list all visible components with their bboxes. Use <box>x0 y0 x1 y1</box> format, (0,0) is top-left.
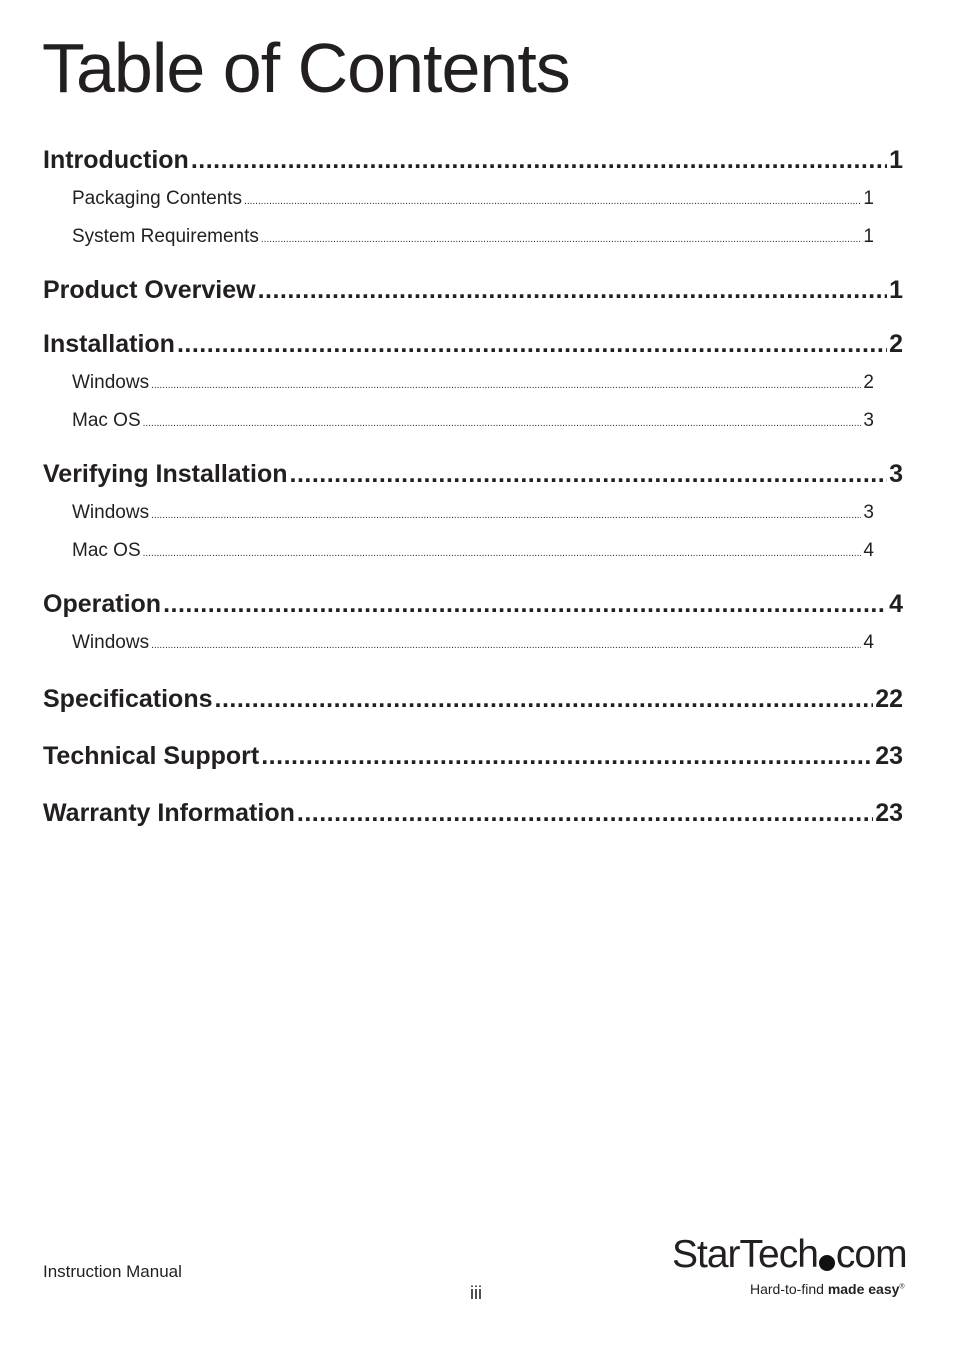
spacer <box>43 776 903 793</box>
dot-leader <box>261 218 862 259</box>
tagline-text: Hard-to-find <box>750 1281 828 1297</box>
toc-page-number: 3 <box>863 410 874 431</box>
toc-page-number: 22 <box>875 685 903 713</box>
toc-page-number: 1 <box>863 226 874 247</box>
toc-entry-technical-support[interactable] <box>43 736 903 776</box>
toc-page-number: 23 <box>875 799 903 827</box>
dot-leader <box>143 532 862 573</box>
toc-label: System Requirements <box>72 226 259 247</box>
toc-page-number: 4 <box>863 540 874 561</box>
toc-label: Windows <box>72 502 150 523</box>
dot-leader <box>297 793 873 833</box>
toc-page-number: 1 <box>889 276 903 304</box>
toc-entry-system-requirements[interactable] <box>43 218 874 256</box>
dot-leader <box>261 736 873 776</box>
toc-page-number: 4 <box>889 590 903 618</box>
toc-label: Verifying Installation <box>43 460 288 488</box>
toc-entry-operation-windows[interactable] <box>43 624 874 662</box>
logo-dot-icon <box>819 1255 835 1271</box>
toc-entry-verifying-windows[interactable] <box>43 494 874 532</box>
dot-leader <box>215 679 874 719</box>
footer-doc-type: Instruction Manual <box>43 1262 182 1281</box>
logo-wordmark <box>672 1233 912 1277</box>
toc-page-number: 1 <box>863 188 874 209</box>
dot-leader <box>163 584 887 624</box>
toc-label: Installation <box>43 330 175 358</box>
dot-leader <box>177 324 887 364</box>
toc-label: Operation <box>43 590 162 618</box>
logo-text-part1: StarTech <box>672 1233 818 1276</box>
toc-entry-installation-mac-os[interactable] <box>43 402 874 440</box>
tagline-emphasis: made easy <box>827 1281 900 1297</box>
toc-label: Introduction <box>43 146 189 174</box>
dot-leader <box>151 364 861 405</box>
toc-page-number: 23 <box>875 742 903 770</box>
logo-text-part2: com <box>835 1233 907 1276</box>
toc-label: Specifications <box>43 685 213 713</box>
toc-label: Product Overview <box>43 276 256 304</box>
startech-logo <box>672 1233 912 1297</box>
spacer <box>43 310 903 324</box>
toc-label: Mac OS <box>72 410 141 431</box>
toc-page-number: 3 <box>863 502 874 523</box>
toc-label: Packaging Contents <box>72 188 243 209</box>
registered-mark: ® <box>899 1283 905 1291</box>
toc-label: Windows <box>72 632 150 653</box>
toc-entry-operation[interactable] <box>43 584 903 624</box>
toc-page-number: 2 <box>889 330 903 358</box>
toc-page-number: 2 <box>863 372 874 393</box>
logo-tagline <box>750 1281 912 1297</box>
dot-leader <box>191 140 887 180</box>
toc-label: Warranty Information <box>43 799 295 827</box>
dot-leader <box>258 270 888 310</box>
toc-entry-packaging-contents[interactable] <box>43 180 874 218</box>
footer-page-number: iii <box>470 1283 482 1303</box>
page-title: Table of Contents <box>42 29 570 107</box>
table-of-contents <box>43 140 903 833</box>
toc-entry-verifying-mac-os[interactable] <box>43 532 874 570</box>
toc-label: Mac OS <box>72 540 141 561</box>
toc-entry-introduction[interactable] <box>43 140 903 180</box>
dot-leader <box>143 402 862 443</box>
toc-entry-warranty-information[interactable] <box>43 793 903 833</box>
dot-leader <box>151 494 861 535</box>
toc-page-number: 3 <box>889 460 903 488</box>
toc-page-number: 1 <box>889 146 903 174</box>
toc-entry-installation-windows[interactable] <box>43 364 874 402</box>
toc-page-number: 4 <box>863 632 874 653</box>
toc-entry-installation[interactable] <box>43 324 903 364</box>
toc-label: Technical Support <box>43 742 260 770</box>
dot-leader <box>290 454 888 494</box>
dot-leader <box>244 180 861 221</box>
toc-entry-verifying-installation[interactable] <box>43 454 903 494</box>
toc-entry-specifications[interactable] <box>43 679 903 719</box>
toc-label: Windows <box>72 372 150 393</box>
dot-leader <box>151 624 861 665</box>
spacer <box>43 719 903 736</box>
toc-entry-product-overview[interactable] <box>43 270 903 310</box>
